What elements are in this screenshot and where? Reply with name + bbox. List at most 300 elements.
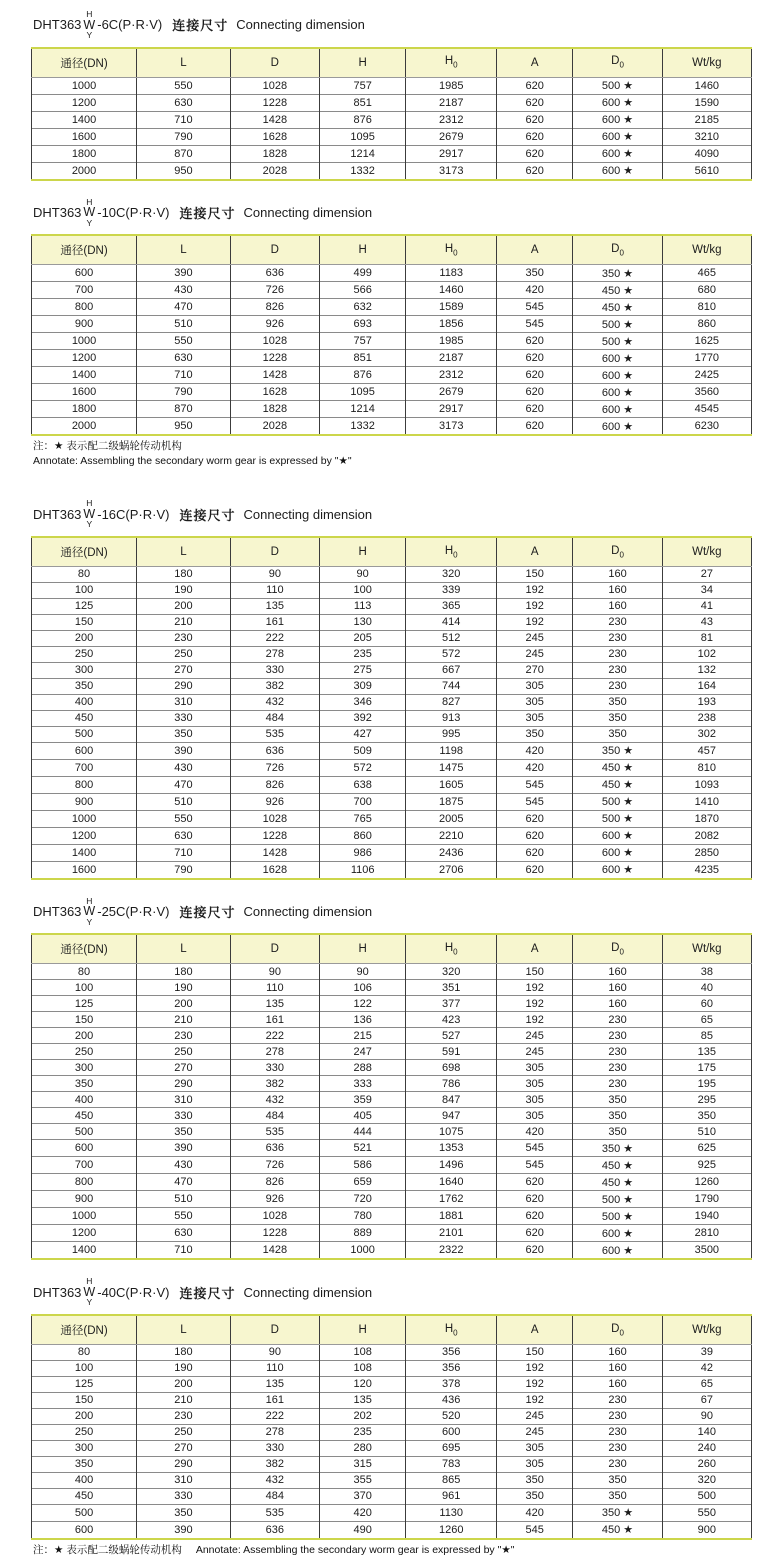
table-cell: 1628 — [230, 861, 319, 879]
table-row — [32, 844, 752, 861]
table-row — [32, 996, 752, 1012]
table-cell: 757 — [319, 333, 405, 350]
table-cell: 620 — [497, 1225, 573, 1242]
table-cell: 192 — [497, 1376, 573, 1392]
table-cell: 40 — [662, 980, 751, 996]
table-cell: 230 — [573, 678, 662, 694]
table-cell: 359 — [319, 1092, 405, 1108]
table-cell: 346 — [319, 694, 405, 710]
table-cell: 270 — [137, 1440, 231, 1456]
table-cell: 545 — [497, 1521, 573, 1539]
table-row — [32, 145, 752, 162]
table-cell: 457 — [662, 742, 751, 759]
table-cell: 2312 — [406, 367, 497, 384]
table-cell: 1590 — [662, 94, 751, 111]
table-cell: 1628 — [230, 384, 319, 401]
table-cell: 320 — [406, 964, 497, 980]
table-cell: 180 — [137, 566, 231, 582]
table-cell: 330 — [137, 1488, 231, 1504]
table-cell: 1496 — [406, 1157, 497, 1174]
table-cell: 700 — [32, 282, 137, 299]
table-cell: 695 — [406, 1440, 497, 1456]
section-title-chinese: 连接尺寸 — [172, 18, 229, 34]
table-cell: 160 — [573, 582, 662, 598]
column-header: Wt/kg — [662, 934, 751, 964]
table-cell: 600 ★ — [573, 350, 662, 367]
table-cell: 620 — [497, 844, 573, 861]
table-cell: 190 — [137, 980, 231, 996]
table-cell: 302 — [662, 726, 751, 742]
table-cell: 390 — [137, 1521, 231, 1539]
table-cell: 535 — [230, 726, 319, 742]
table-row — [32, 742, 752, 759]
table-cell: 545 — [497, 299, 573, 316]
table-row — [32, 793, 752, 810]
table-cell: 800 — [32, 1174, 137, 1191]
stack-letter-bot: Y — [86, 519, 93, 530]
table-cell: 1410 — [662, 793, 751, 810]
table-cell: 620 — [497, 827, 573, 844]
table-cell: 132 — [662, 662, 751, 678]
table-cell: 270 — [137, 1060, 231, 1076]
column-header: A — [497, 1315, 573, 1345]
table-cell: 600 ★ — [573, 111, 662, 128]
table-cell: 250 — [32, 646, 137, 662]
table-cell: 1200 — [32, 350, 137, 367]
table-cell: 420 — [497, 1124, 573, 1140]
table-cell: 1228 — [230, 827, 319, 844]
table-row — [32, 1225, 752, 1242]
table-row — [32, 827, 752, 844]
table-row — [32, 710, 752, 726]
stack-letter-bot: Y — [86, 217, 93, 228]
column-header: L — [137, 934, 231, 964]
table-cell: 1605 — [406, 776, 497, 793]
column-header: $D_0$ — [573, 1315, 662, 1345]
table-cell: 350 — [137, 1124, 231, 1140]
table-cell: 280 — [319, 1440, 405, 1456]
column-header: $H_0$ — [406, 48, 497, 78]
table-cell: 80 — [32, 1344, 137, 1360]
table-cell: 961 — [406, 1488, 497, 1504]
table-cell: 1028 — [230, 333, 319, 350]
table-cell: 2101 — [406, 1225, 497, 1242]
table-cell: 765 — [319, 810, 405, 827]
table-cell: 726 — [230, 282, 319, 299]
section-title-english: Connecting dimension — [236, 17, 365, 33]
table-row — [32, 1376, 752, 1392]
table-cell: 90 — [662, 1408, 751, 1424]
table-cell: 1770 — [662, 350, 751, 367]
model-suffix: -40C(P·R·V) — [97, 1284, 170, 1300]
table-row — [32, 265, 752, 282]
table-section — [31, 897, 752, 1261]
table-header-row — [32, 48, 752, 78]
table-cell: 1000 — [32, 77, 137, 94]
table-row — [32, 1344, 752, 1360]
table-cell: 876 — [319, 367, 405, 384]
table-row — [32, 694, 752, 710]
section-title-chinese: 连接尺寸 — [179, 507, 236, 523]
table-cell: 450 — [32, 710, 137, 726]
table-cell: 889 — [319, 1225, 405, 1242]
table-cell: 192 — [497, 1360, 573, 1376]
table-cell: 195 — [662, 1076, 751, 1092]
table-cell: 726 — [230, 1157, 319, 1174]
table-cell: 355 — [319, 1472, 405, 1488]
column-header: 通径(DN) — [32, 537, 137, 567]
table-cell: 1985 — [406, 333, 497, 350]
column-header: A — [497, 235, 573, 265]
table-cell: 1095 — [319, 128, 405, 145]
table-cell: 870 — [137, 401, 231, 418]
table-row — [32, 980, 752, 996]
table-cell: 1790 — [662, 1191, 751, 1208]
table-row — [32, 1044, 752, 1060]
table-cell: 1870 — [662, 810, 751, 827]
table-cell: 500 ★ — [573, 1208, 662, 1225]
model-suffix: -10C(P·R·V) — [97, 204, 170, 220]
table-cell: 710 — [137, 111, 231, 128]
table-row — [32, 614, 752, 630]
model-prefix: DHT363 — [33, 904, 82, 920]
table-cell: 810 — [662, 759, 751, 776]
table-cell: 600 ★ — [573, 94, 662, 111]
table-cell: 620 — [497, 111, 573, 128]
table-cell: 572 — [406, 646, 497, 662]
table-cell: 423 — [406, 1012, 497, 1028]
column-header: D — [230, 537, 319, 567]
table-cell: 510 — [662, 1124, 751, 1140]
table-cell: 270 — [497, 662, 573, 678]
table-cell: 726 — [230, 759, 319, 776]
table-cell: 600 ★ — [573, 162, 662, 180]
table-cell: 136 — [319, 1012, 405, 1028]
table-cell: 1130 — [406, 1504, 497, 1521]
table-cell: 2000 — [32, 418, 137, 436]
table-cell: 636 — [230, 742, 319, 759]
table-note — [33, 1543, 752, 1558]
table-row — [32, 1408, 752, 1424]
table-cell: 1400 — [32, 1242, 137, 1260]
table-cell: 210 — [137, 614, 231, 630]
table-cell: 245 — [497, 1028, 573, 1044]
table-cell: 620 — [497, 401, 573, 418]
dimension-table — [31, 47, 752, 181]
table-cell: 2679 — [406, 128, 497, 145]
table-cell: 150 — [497, 1344, 573, 1360]
table-cell: 1589 — [406, 299, 497, 316]
model-suffix: -25C(P·R·V) — [97, 904, 170, 920]
table-cell: 350 — [573, 1472, 662, 1488]
table-cell: 600 — [32, 1140, 137, 1157]
table-cell: 295 — [662, 1092, 751, 1108]
table-cell: 90 — [230, 964, 319, 980]
table-cell: 620 — [497, 1174, 573, 1191]
table-cell: 427 — [319, 726, 405, 742]
table-cell: 432 — [230, 1472, 319, 1488]
table-cell: 130 — [319, 614, 405, 630]
table-cell: 1985 — [406, 77, 497, 94]
table-header-row — [32, 934, 752, 964]
table-cell: 160 — [573, 598, 662, 614]
table-cell: 430 — [137, 759, 231, 776]
table-cell: 800 — [32, 776, 137, 793]
column-header: H — [319, 48, 405, 78]
column-header: 通径(DN) — [32, 235, 137, 265]
table-cell: 230 — [573, 1044, 662, 1060]
table-cell: 700 — [319, 793, 405, 810]
table-cell: 200 — [137, 598, 231, 614]
table-cell: 1600 — [32, 861, 137, 879]
table-cell: 192 — [497, 980, 573, 996]
table-cell: 350 ★ — [573, 1140, 662, 1157]
table-cell: 1881 — [406, 1208, 497, 1225]
table-cell: 192 — [497, 582, 573, 598]
table-cell: 900 — [32, 793, 137, 810]
stack-letter-top: H — [86, 196, 93, 207]
table-cell: 620 — [497, 350, 573, 367]
table-cell: 2187 — [406, 94, 497, 111]
column-header: Wt/kg — [662, 1315, 751, 1345]
table-cell: 600 ★ — [573, 418, 662, 436]
column-header: Wt/kg — [662, 48, 751, 78]
table-cell: 350 — [32, 1456, 137, 1472]
table-cell: 510 — [137, 793, 231, 810]
table-cell: 1460 — [406, 282, 497, 299]
table-cell: 245 — [497, 1424, 573, 1440]
table-cell: 810 — [662, 299, 751, 316]
table-cell: 120 — [319, 1376, 405, 1392]
table-cell: 2917 — [406, 401, 497, 418]
table-cell: 90 — [230, 566, 319, 582]
table-cell: 600 ★ — [573, 827, 662, 844]
table-cell: 1640 — [406, 1174, 497, 1191]
table-section — [31, 499, 752, 880]
dimension-table — [31, 536, 752, 880]
table-cell: 790 — [137, 128, 231, 145]
table-body — [32, 1344, 752, 1539]
table-cell: 192 — [497, 598, 573, 614]
table-cell: 450 — [32, 1108, 137, 1124]
table-row — [32, 598, 752, 614]
table-cell: 350 — [497, 1488, 573, 1504]
table-cell: 1428 — [230, 1242, 319, 1260]
table-cell: 521 — [319, 1140, 405, 1157]
table-cell: 350 — [497, 726, 573, 742]
table-cell: 160 — [573, 964, 662, 980]
column-header: L — [137, 537, 231, 567]
table-cell: 200 — [32, 630, 137, 646]
table-cell: 230 — [573, 614, 662, 630]
table-cell: 210 — [137, 1392, 231, 1408]
column-header: $H_0$ — [406, 537, 497, 567]
table-row — [32, 1488, 752, 1504]
table-cell: 444 — [319, 1124, 405, 1140]
table-row — [32, 759, 752, 776]
table-cell: 34 — [662, 582, 751, 598]
table-cell: 235 — [319, 646, 405, 662]
table-cell: 550 — [662, 1504, 751, 1521]
table-cell: 250 — [32, 1044, 137, 1060]
table-cell: 659 — [319, 1174, 405, 1191]
table-cell: 876 — [319, 111, 405, 128]
table-cell: 790 — [137, 861, 231, 879]
table-cell: 790 — [137, 384, 231, 401]
table-cell: 305 — [497, 710, 573, 726]
table-cell: 2917 — [406, 145, 497, 162]
table-cell: 80 — [32, 566, 137, 582]
table-cell: 310 — [137, 1472, 231, 1488]
table-cell: 620 — [497, 1208, 573, 1225]
stack-letter-top: H — [86, 1276, 93, 1287]
column-header: A — [497, 537, 573, 567]
table-row — [32, 726, 752, 742]
table-cell: 135 — [230, 996, 319, 1012]
table-cell: 1800 — [32, 401, 137, 418]
table-cell: 222 — [230, 1408, 319, 1424]
table-cell: 370 — [319, 1488, 405, 1504]
table-cell: 400 — [32, 694, 137, 710]
table-cell: 600 ★ — [573, 844, 662, 861]
table-cell: 636 — [230, 265, 319, 282]
table-cell: 450 ★ — [573, 1157, 662, 1174]
table-cell: 3210 — [662, 128, 751, 145]
table-row — [32, 1242, 752, 1260]
table-cell: 1000 — [32, 810, 137, 827]
table-cell: 620 — [497, 384, 573, 401]
table-cell: 230 — [137, 630, 231, 646]
table-cell: 330 — [137, 710, 231, 726]
table-row — [32, 282, 752, 299]
table-cell: 300 — [32, 1440, 137, 1456]
table-cell: 500 — [32, 726, 137, 742]
table-row — [32, 1191, 752, 1208]
table-cell: 245 — [497, 1044, 573, 1060]
table-cell: 310 — [137, 1092, 231, 1108]
table-cell: 350 — [573, 1092, 662, 1108]
table-row — [32, 1521, 752, 1539]
table-cell: 545 — [497, 793, 573, 810]
table-cell: 160 — [573, 980, 662, 996]
section-title — [33, 499, 752, 529]
table-cell: 2850 — [662, 844, 751, 861]
table-cell: 550 — [137, 77, 231, 94]
table-row — [32, 646, 752, 662]
table-cell: 509 — [319, 742, 405, 759]
table-cell: 1856 — [406, 316, 497, 333]
table-cell: 288 — [319, 1060, 405, 1076]
table-cell: 1028 — [230, 810, 319, 827]
letter-stack — [83, 10, 95, 40]
table-cell: 3173 — [406, 162, 497, 180]
table-cell: 305 — [497, 694, 573, 710]
table-row — [32, 384, 752, 401]
table-cell: 3173 — [406, 418, 497, 436]
model-prefix: DHT363 — [33, 17, 82, 33]
table-cell: 365 — [406, 598, 497, 614]
table-cell: 390 — [137, 1140, 231, 1157]
table-cell: 450 ★ — [573, 759, 662, 776]
table-cell: 625 — [662, 1140, 751, 1157]
table-cell: 100 — [32, 980, 137, 996]
table-row — [32, 1504, 752, 1521]
table-cell: 135 — [319, 1392, 405, 1408]
table-row — [32, 418, 752, 436]
column-header: H — [319, 934, 405, 964]
table-cell: 430 — [137, 1157, 231, 1174]
letter-stack — [83, 897, 95, 927]
table-cell: 230 — [137, 1408, 231, 1424]
table-cell: 500 ★ — [573, 316, 662, 333]
table-cell: 632 — [319, 299, 405, 316]
table-cell: 420 — [497, 282, 573, 299]
table-cell: 545 — [497, 776, 573, 793]
table-cell: 250 — [137, 1044, 231, 1060]
table-cell: 6230 — [662, 418, 751, 436]
table-cell: 700 — [32, 1157, 137, 1174]
table-cell: 350 ★ — [573, 742, 662, 759]
table-cell: 1028 — [230, 1208, 319, 1225]
stack-letter-bot: Y — [86, 916, 93, 927]
model-suffix: -16C(P·R·V) — [97, 506, 170, 522]
table-cell: 600 ★ — [573, 384, 662, 401]
table-cell: 350 — [32, 1076, 137, 1092]
table-cell: 2312 — [406, 111, 497, 128]
table-cell: 620 — [497, 94, 573, 111]
column-header: $D_0$ — [573, 235, 662, 265]
table-cell: 4090 — [662, 145, 751, 162]
note-english: Annotate: Assembling the secondary worm gear is expressed by "★" — [33, 455, 352, 468]
table-row — [32, 1360, 752, 1376]
table-cell: 65 — [662, 1376, 751, 1392]
table-cell: 320 — [662, 1472, 751, 1488]
table-cell: 275 — [319, 662, 405, 678]
table-cell: 986 — [319, 844, 405, 861]
table-cell: 192 — [497, 614, 573, 630]
table-cell: 638 — [319, 776, 405, 793]
table-cell: 300 — [32, 1060, 137, 1076]
table-cell: 230 — [573, 1440, 662, 1456]
table-cell: 390 — [137, 742, 231, 759]
table-cell: 392 — [319, 710, 405, 726]
stack-letter-bot: Y — [86, 30, 93, 40]
table-row — [32, 1092, 752, 1108]
table-cell: 550 — [137, 1208, 231, 1225]
table-cell: 351 — [406, 980, 497, 996]
table-cell: 238 — [662, 710, 751, 726]
table-cell: 1475 — [406, 759, 497, 776]
table-body — [32, 566, 752, 879]
table-cell: 2810 — [662, 1225, 751, 1242]
table-cell: 572 — [319, 759, 405, 776]
table-cell: 865 — [406, 1472, 497, 1488]
table-cell: 305 — [497, 1092, 573, 1108]
table-cell: 150 — [497, 566, 573, 582]
table-cell: 744 — [406, 678, 497, 694]
column-header: L — [137, 1315, 231, 1345]
table-cell: 230 — [573, 646, 662, 662]
table-cell: 620 — [497, 145, 573, 162]
table-cell: 38 — [662, 964, 751, 980]
table-row — [32, 1392, 752, 1408]
column-header: H — [319, 1315, 405, 1345]
section-title — [33, 897, 752, 927]
table-row — [32, 350, 752, 367]
table-cell: 432 — [230, 1092, 319, 1108]
table-cell: 192 — [497, 1012, 573, 1028]
model-prefix: DHT363 — [33, 506, 82, 522]
